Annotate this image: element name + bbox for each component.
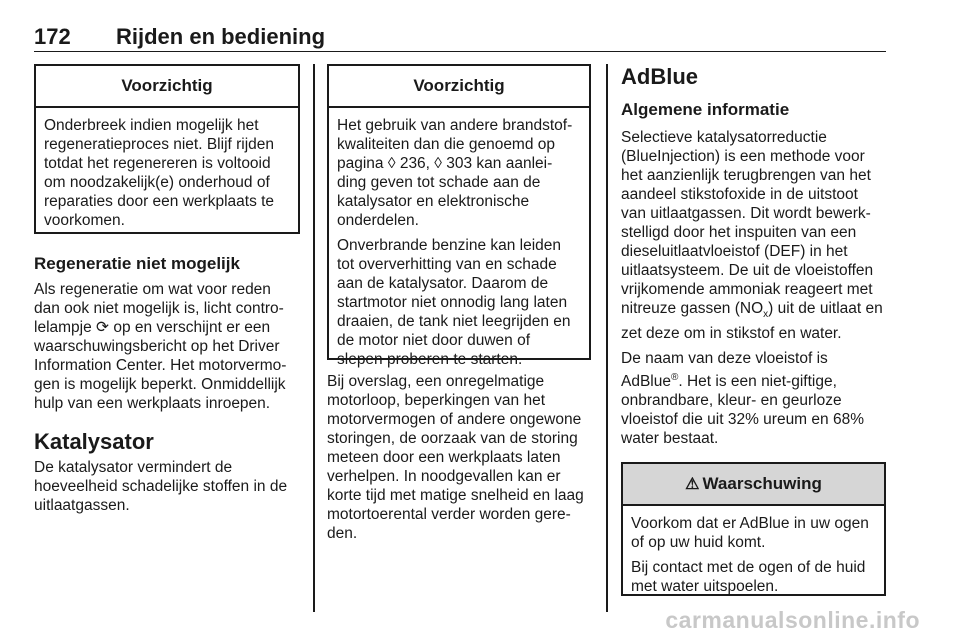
column-right	[621, 64, 886, 596]
caution-box	[327, 64, 591, 368]
page-number: 172	[34, 24, 71, 49]
caution-paragraph: Onverbrande benzine kan leiden tot oververhitting van en schade aan de katalysator. Daarom de startmotor niet onnodig lang laten draaien, de tank niet leegrijden en de motor niet door duwen of slepen proberen te starten.	[337, 237, 571, 368]
warning-paragraph: Bij contact met de ogen of de huid met water uitspoelen.	[631, 559, 866, 596]
chapter-title: Rijden en bediening	[116, 24, 326, 49]
column-left	[34, 64, 300, 515]
caution-box	[34, 64, 300, 234]
control-lamp-icon: ⟳	[96, 319, 110, 336]
warning-paragraph: Voorkom dat er AdBlue in uw ogen of op uw huid komt.	[631, 515, 869, 552]
warning-header	[623, 464, 884, 506]
warning-box	[621, 462, 886, 596]
caution-text: Onderbreek indien mogelijk het regeneratieproces niet. Blijf rijden totdat het regenereren is voltooid om noodzakelijk(e) onderhoud of reparaties door een werkplaats te voorkomen.	[44, 117, 275, 229]
section-paragraph: Als regeneratie om wat voor reden dan ook niet mogelijk is, licht contro- lelampje ⟳ op en verschijnt er een waarschuwingsbericht op het Driver Information Center. Het motorvermo- gen is mogelijk beperkt. Onmiddellijk hulp van een werkplaats inroepen.	[34, 281, 287, 412]
adblue-heading: AdBlue	[621, 64, 698, 89]
adblue-paragraph: De naam van deze vloeistof is AdBlue®. Het is een niet-giftige, onbrandbare, kleur- en geurloze vloeistof die uit 32% ureum en 68% water bestaat.	[621, 350, 864, 448]
watermark: carmanualsonline.info	[665, 607, 920, 633]
storing-paragraph: Bij overslag, een onregelmatige motorloop, beperkingen van het motorvermogen of andere ongewone storingen, de oorzaak van de storing meteen door een werkplaats laten verhelpen. In noodgevallen kan er korte tijd met matige snelheid en laag motortoerental verder worden gere- den.	[327, 373, 584, 542]
column-divider	[606, 64, 608, 612]
subheading: Algemene informatie	[621, 100, 790, 119]
caution-title: Voorzichtig	[36, 66, 298, 108]
section-heading: Regeneratie niet mogelijk	[34, 254, 240, 273]
warning-title: Waarschuwing	[702, 474, 822, 494]
katalysator-paragraph: De katalysator vermindert de hoeveelheid schadelijke stoffen in de uitlaatgassen.	[34, 459, 288, 514]
adblue-paragraph: Selectieve katalysatorreductie (BlueInjection) is een methode voor het aanzienlijk terugbrengen van het aandeel stikstofoxide in de uitstoot van uitlaatgassen. Dit wordt bewerk- stelligd door het inspuiten van een dieseluitlaatvloeistof (DEF) in het uitlaatsysteem. De uit de vloeistoffen vrijkomende ammoniak reageert met nitreuze gassen $(NO_x)$ uit de uitlaat en zet deze om in stikstof en water.	[621, 129, 883, 343]
warning-triangle-icon: ⚠	[685, 476, 700, 494]
caution-paragraph: Het gebruik van andere brandstof- kwaliteiten dan die genoemd op pagina ◊ 236, ◊ 303 kan aanlei- ding geven tot schade aan de katalysator en elektronische onderdelen.	[337, 117, 573, 229]
column-middle	[327, 64, 591, 543]
caution-title: Voorzichtig	[329, 66, 589, 108]
page-header	[34, 22, 886, 52]
column-divider	[313, 64, 315, 612]
katalysator-heading: Katalysator	[34, 429, 154, 454]
